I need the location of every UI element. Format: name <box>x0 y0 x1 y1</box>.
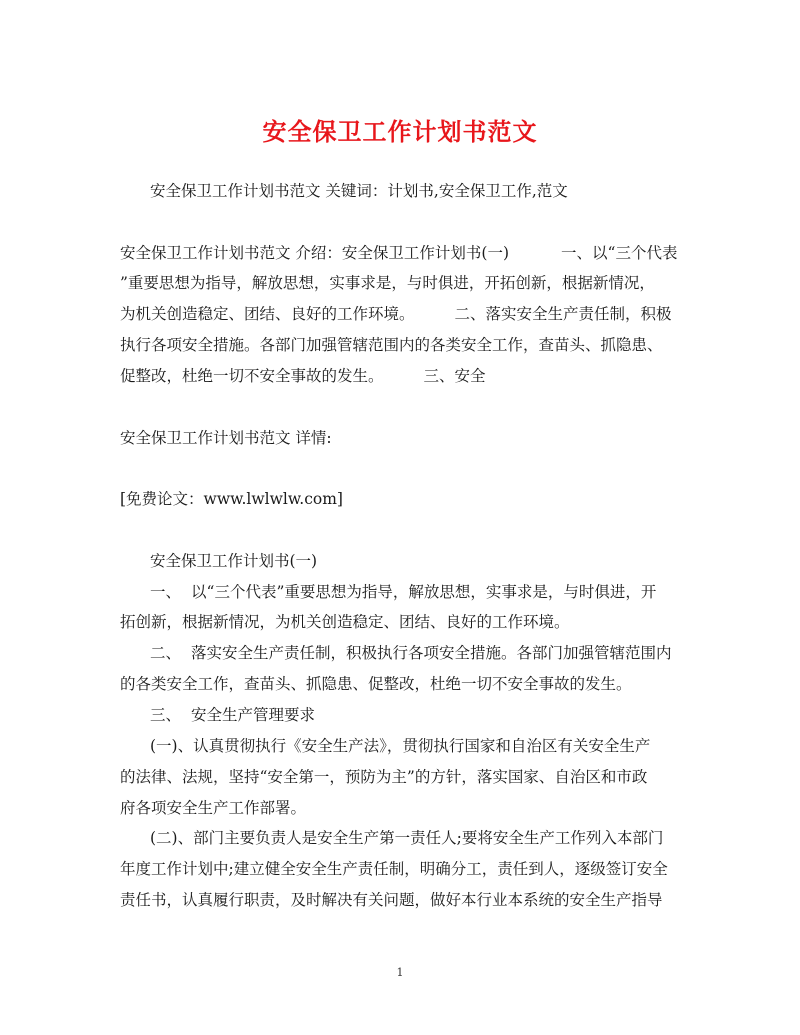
para-5-line-1: (二)、部门主要负责人是安全生产第一责任人;要将安全生产工作列入本部门 <box>150 829 664 847</box>
para-5-line-2: 年度工作计划中;建立健全安全生产责任制，明确分工，责任到人，逐级签订安全 <box>120 860 668 878</box>
para-4-line-1: (一)、认真贯彻执行《安全生产法》，贯彻执行国家和自治区有关安全生产 <box>150 737 651 755</box>
para-1-line-2: 拓创新，根据新情况，为机关创造稳定、团结、良好的工作环境。 <box>120 613 570 631</box>
para-4-line-3: 府各项安全生产工作部署。 <box>120 799 307 817</box>
intro-line-5-b: 三、安全 <box>423 367 486 385</box>
para-4-line-2: 的法律、法规，坚持“安全第一，预防为主”的方针，落实国家、自治区和市政 <box>120 768 648 786</box>
para-3-line <box>150 705 315 725</box>
intro-line-1 <box>120 243 677 263</box>
details-line: 安全保卫工作计划书范文 详情: <box>120 429 332 447</box>
intro-line-1-b: 一、以“三个代表 <box>561 244 678 262</box>
section-heading: 安全保卫工作计划书(一) <box>150 552 318 570</box>
intro-line-1-a: 安全保卫工作计划书范文 介绍：安全保卫工作计划书(一) <box>120 244 510 262</box>
para-1-text: 以“三个代表”重要思想为指导，解放思想，实事求是，与时俱进，开 <box>191 583 657 601</box>
intro-line-3-a: 为机关创造稳定、团结、良好的工作环境。 <box>120 305 415 323</box>
para-2-number: 二、 <box>150 644 182 662</box>
para-5-line-3: 责任书，认真履行职责，及时解决有关问题，做好本行业本系统的安全生产指导 <box>120 891 663 909</box>
para-3-number: 三、 <box>150 706 182 724</box>
intro-line-5 <box>120 366 486 386</box>
para-2-line-2: 的各类安全工作，查苗头、抓隐患、促整改，杜绝一切不安全事故的发生。 <box>120 675 632 693</box>
para-3-text: 安全生产管理要求 <box>191 706 316 724</box>
intro-line-5-a: 促整改，杜绝一切不安全事故的发生。 <box>120 367 384 385</box>
intro-line-3-b: 二、落实安全生产责任制，积极 <box>454 305 672 323</box>
free-paper-link: [免费论文：www.lwlwlw.com] <box>120 490 343 508</box>
intro-line-4: 执行各项安全措施。各部门加强管辖范围内的各类安全工作，查苗头、抓隐患、 <box>120 336 663 354</box>
para-2-text: 落实安全生产责任制，积极执行各项安全措施。各部门加强管辖范围内 <box>191 644 672 662</box>
keywords-line: 安全保卫工作计划书范文 关键词：计划书,安全保卫工作,范文 <box>150 182 568 200</box>
page-number: 1 <box>396 966 404 979</box>
document-title: 安全保卫工作计划书范文 <box>262 117 538 146</box>
intro-line-2: ”重要思想为指导，解放思想，实事求是，与时俱进，开拓创新，根据新情况， <box>120 274 655 292</box>
para-2-line-1 <box>150 643 672 663</box>
para-1-line-1 <box>150 582 656 602</box>
para-1-number: 一、 <box>150 583 182 601</box>
intro-line-3 <box>120 304 672 324</box>
